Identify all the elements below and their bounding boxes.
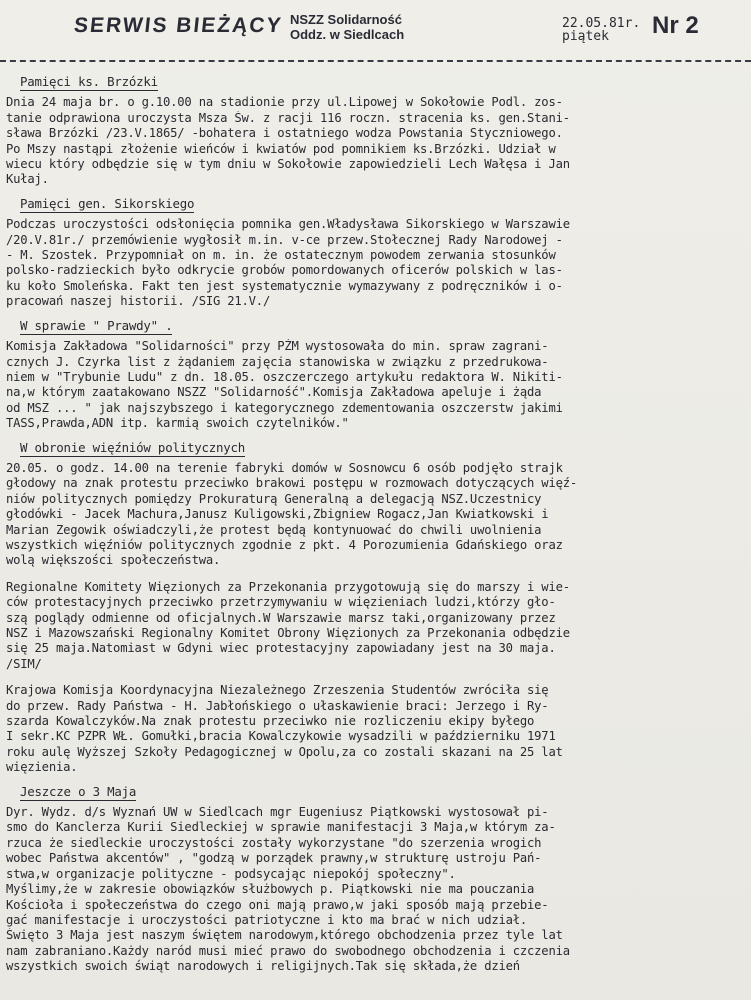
text-line: Marian Zegowik oświadczyli,że protest będą kontynuować do chwili uwolnienia: [6, 522, 542, 537]
text-line: Dyr. Wydz. d/s Wyznań UW w Siedlcach mgr Eugeniusz Piątkowski wystosował pi-: [6, 805, 549, 820]
section-heading: W sprawie " Prawdy" .: [20, 318, 172, 335]
text-line: - M. Szostek. Przypomniał on m. in. że ostatecznym powodem zerwania stosunków: [6, 248, 556, 263]
section-heading: W obronie więźniów politycznych: [20, 440, 245, 457]
text-line: stwa,w organizacje polityczne - podsycając niepokój społeczny".: [6, 866, 456, 881]
text-line: /SIM/: [6, 656, 42, 671]
text-line: wolą większości społeczeństwa.: [6, 553, 221, 568]
text-line: głodowy na znak protestu przeciwko brakowi postępu w rozmowach dotyczących więź-: [6, 476, 577, 491]
text-line: sława Brzózki /23.V.1865/ -bohatera i ostatniego wodza Powstania Styczniowego.: [6, 126, 563, 141]
text-line: 20.05. o godz. 14.00 na terenie fabryki domów w Sosnowcu 6 osób podjęło strajk: [6, 460, 563, 475]
text-line: /20.V.81r./ przemówienie wygłosił m.in. v-ce przew.Stołecznej Rady Narodowej -: [6, 232, 563, 247]
organization-line-2: Oddz. w Siedlcach: [290, 27, 405, 42]
text-line: smo do Kanclerza Kurii Siedleckiej w sprawie manifestacji 3 Maja,w którym za-: [6, 820, 556, 835]
text-line: się 25 maja.Natomiast w Gdyni wiec protestacyjny zapowiadany jest na 30 maja.: [6, 641, 556, 656]
issue-date: 22.05.81r.: [562, 16, 641, 31]
text-line: Dnia 24 maja br. o g.10.00 na stadionie przy ul.Lipowej w Sokołowie Podl. zos-: [6, 95, 563, 110]
text-line: Komisja Zakładowa "Solidarności" przy PŻM wystosowała do min. spraw zagrani-: [6, 339, 549, 354]
text-line: Podczas uroczystości odsłonięcia pomnika gen.Władysława Sikorskiego w Warszawie: [6, 217, 570, 232]
text-line: rzuca że siedleckie uroczystości zostały wykorzystane "do szerzenia wrogich: [6, 835, 542, 850]
section-paragraph: [6, 461, 746, 569]
section-heading: Pamięci gen. Sikorskiego: [20, 196, 194, 213]
text-line: niem w "Trybunie Ludu" z dn. 18.05. oszczerczego artykułu redaktora W. Nikiti-: [6, 369, 563, 384]
issue-weekday: piątek: [562, 29, 609, 44]
section-paragraph: [6, 580, 746, 672]
text-line: Myślimy,że w zakresie obowiązków służbowych p. Piątkowski nie ma pouczania: [6, 882, 535, 897]
text-line: roku aulę Wyższej Szkoły Pedagogicznej w Opolu,za co zostali skazani na 25 lat: [6, 744, 563, 759]
issue-date-block: [562, 17, 640, 43]
text-line: TASS,Prawda,ADN itp. karmią swoich czytelników.": [6, 416, 349, 431]
text-line: nam zabraniano.Każdy naród musi mieć prawo do swobodnego obchodzenia i czczenia: [6, 943, 570, 958]
organization-name: [290, 12, 460, 42]
text-line: Kościoła i społeczeństwa do czego oni mają prawo,w jaki sposób mają przebie-: [6, 897, 549, 912]
text-line: Po Mszy nastąpi złożenie wieńców i kwiatów pod pomnikiem ks.Brzózki. Udział w: [6, 141, 556, 156]
masthead: [0, 0, 751, 58]
paragraph-gap: [6, 674, 746, 683]
text-line: NSZ i Mazowszański Regionalny Komitet Obrony Więzionych za Przekonania odbędzie: [6, 626, 570, 640]
text-line: polsko-radzieckich było odkrycie grobów pomordowanych oficerów polskich w las-: [6, 263, 563, 278]
text-line: więzienia.: [6, 760, 78, 775]
text-line: Krajowa Komisja Koordynacyjna Niezależnego Zrzeszenia Studentów zwróciła się: [6, 683, 549, 698]
text-line: do przew. Rady Państwa - H. Jabłońskiego o ułaskawienie braci: Jerzego i Ry-: [6, 698, 549, 713]
issue-number: Nr 2: [652, 12, 699, 39]
section-paragraph: [6, 683, 746, 775]
text-line: szarda Kowalczyków.Na znak protestu przeciwko nie rozliczeniu ekipy byłego: [6, 714, 535, 729]
text-line: ku koło Smoleńska. Fakt ten jest systematycznie wymazywany z podręczników i o-: [6, 278, 563, 293]
paragraph-gap: [6, 571, 746, 580]
text-line: na,w którym zaatakowano NSZZ "Solidarność".Komisja Zakładowa apeluje i żąda: [6, 385, 542, 400]
text-line: I sekr.KC PZPR WŁ. Gomułki,bracia Kowalczykowie wysadzili w październiku 1971: [6, 729, 556, 744]
text-line: głodówki - Jacek Machura,Janusz Kuligowski,Zbigniew Rogacz,Jan Kwiatkowski i: [6, 507, 549, 522]
organization-line-1: NSZZ Solidarność: [290, 12, 402, 27]
text-line: pracowań naszej historii. /SIG 21.V./: [6, 294, 271, 309]
text-line: od MSZ ... " jak najszybszego i kategorycznego zdementowania oszczerstw jakimi: [6, 400, 563, 415]
text-line: wszystkich więźniów politycznych zgodnie z pkt. 4 Porozumienia Gdańskiego oraz: [6, 537, 563, 552]
header-divider: [0, 60, 751, 64]
section-paragraph: [6, 217, 746, 309]
section-paragraph: [6, 805, 746, 974]
section-paragraph: [6, 95, 746, 187]
bulletin-title: SERWIS BIEŻĄCY: [72, 14, 284, 37]
text-line: ców protestacyjnych przeciwko przetrzymywaniu w więzieniach ludzi,którzy gło-: [6, 595, 556, 610]
text-line: gać manifestacje i uroczystości patriotyczne i kto ma brać w nich udział.: [6, 912, 528, 927]
text-line: Regionalne Komitety Więzionych za Przekonania przygotowują się do marszy i wie-: [6, 579, 570, 594]
section-paragraph: [6, 339, 746, 431]
text-line: wszystkich swoich świąt narodowych i religijnych.Tak się składa,że dzień: [6, 959, 520, 974]
section-heading: Jeszcze o 3 Maja: [20, 784, 136, 801]
text-line: wiecu który odbędzie się w tym dniu w Sokołowie zapowiedzieli Lech Wałęsa i Jan: [6, 157, 570, 172]
article-body: [6, 68, 746, 977]
section-heading: Pamięci ks. Brzózki: [20, 74, 158, 91]
text-line: Święto 3 Maja jest naszym świętem narodowym,którego obchodzenia przez tyle lat: [6, 928, 563, 943]
text-line: Kułaj.: [6, 172, 49, 187]
text-line: szą poglądy odmienne od oficjalnych.W Warszawie marsz taki,organizowany przez: [6, 610, 556, 625]
text-line: wobec Państwa akcentów" , "godzą w porządek prawny,w strukturę ustroju Pań-: [6, 851, 542, 866]
text-line: cznych J. Czyrka list z żądaniem zajęcia stanowiska w związku z przedrukowa-: [6, 354, 549, 369]
text-line: niów politycznych pomiędzy Prokuraturą Generalną a delegacją NSZ.Uczestnicy: [6, 491, 542, 506]
text-line: tanie odprawiona uroczysta Msza Św. z racji 116 roczn. stracenia ks. gen.Stani-: [6, 110, 570, 125]
